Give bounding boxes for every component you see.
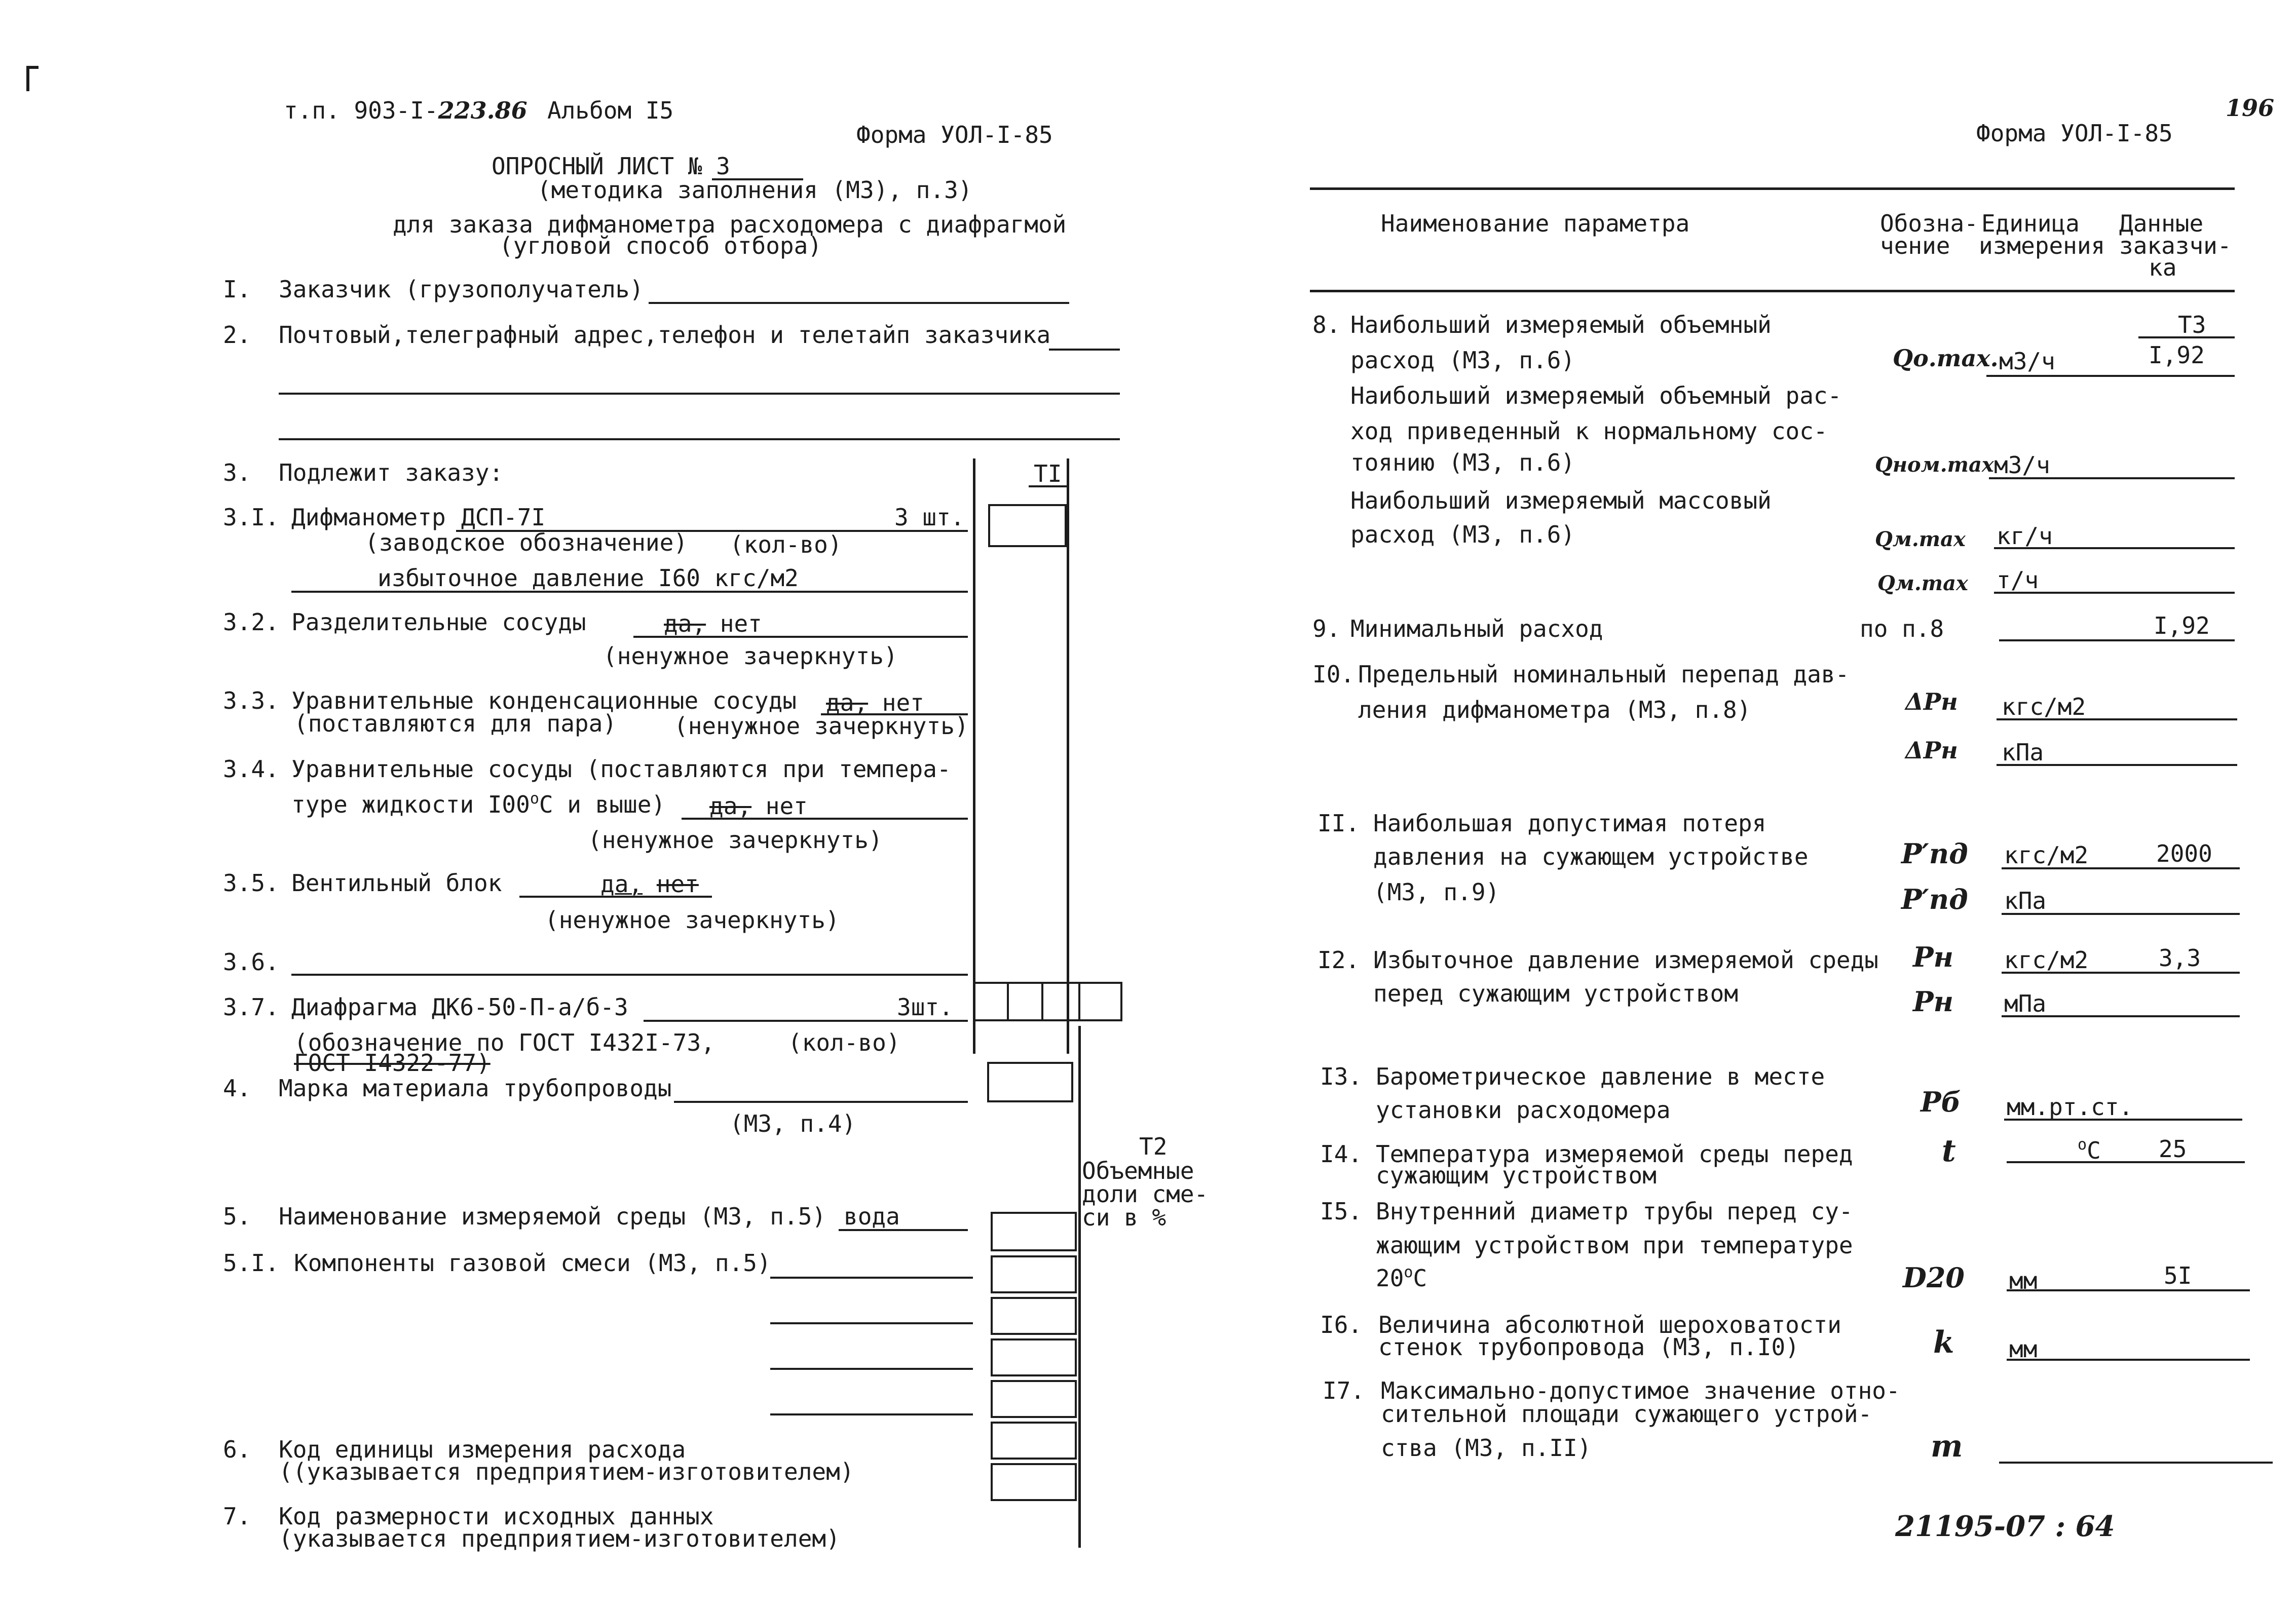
row-10-unit-1: кгс/м2 — [2002, 693, 2086, 720]
table-header-data-2: заказчи- — [2119, 232, 2232, 259]
column-t2-line4: си в % — [1082, 1204, 1166, 1231]
row-15-symbol: D20 — [1903, 1261, 1965, 1294]
album-label: Альбом I5 — [547, 97, 674, 124]
item-3-5-no: нет — [656, 870, 699, 898]
item-3-3-sub-strike: (ненужное зачеркнуть) — [674, 712, 969, 740]
item-5-label: Наименование измеряемой среды (МЗ, п.5) — [279, 1203, 826, 1230]
row-12-number: I2. — [1318, 946, 1360, 974]
item-3-4-line2 — [291, 790, 666, 818]
item-2-field-a — [1049, 349, 1120, 351]
row-8b-field — [1989, 477, 2235, 479]
row-15-number: I5. — [1320, 1198, 1363, 1225]
row-13-symbol: Pб — [1921, 1086, 1961, 1118]
row-14-value: 25 — [2159, 1135, 2187, 1163]
item-3-4-degree: о — [530, 790, 539, 808]
row-15-line3 — [1376, 1263, 1427, 1292]
item-6-line2: ((указывается предприятием-изготовителем) — [279, 1458, 854, 1485]
row-11-number: II. — [1318, 810, 1360, 837]
row-17-number: I7. — [1323, 1377, 1365, 1404]
table-header-data-3: ка — [2149, 254, 2177, 281]
row-8c-unit-1: кг/ч — [1997, 522, 2053, 550]
table-header-unit: Единица — [1981, 210, 2080, 237]
item-3-2-options — [664, 612, 762, 635]
item-3-2-field — [633, 636, 968, 638]
row-14-number: I4. — [1320, 1140, 1363, 1168]
item-3-5-number: 3.5. — [223, 869, 279, 897]
item-5-1-field-b — [770, 1322, 973, 1324]
row-8c-line1: Наибольший измеряемый массовый — [1350, 487, 1772, 514]
item-1-field — [649, 302, 1069, 304]
row-15-field — [2007, 1289, 2250, 1291]
item-6-number: 6. — [223, 1436, 251, 1463]
row-10-line2: ления дифманометра (МЗ, п.8) — [1358, 696, 1751, 723]
table-top-rule — [1310, 187, 2235, 190]
page-number: 196 — [2226, 94, 2275, 122]
row-15-line2: жающим устройством при температуре — [1376, 1232, 1853, 1259]
row-11-symbol-1: P′пд — [1901, 837, 1968, 870]
row-8-field — [1986, 375, 2235, 377]
row-11-value: 2000 — [2156, 840, 2212, 867]
column-t2-label: T2 — [1139, 1133, 1168, 1160]
item-3-4-line1: Уравнительные сосуды (поставляются при темпера- — [291, 755, 951, 783]
item-3-7-box-div2 — [1041, 982, 1043, 1021]
item-3-7-field — [644, 1020, 968, 1022]
item-2-field-c — [279, 438, 1120, 440]
item-5-1-box-1[interactable] — [991, 1255, 1077, 1293]
item-5-number: 5. — [223, 1203, 251, 1230]
row-16-line1: Величина абсолютной шероховатости — [1378, 1311, 1841, 1338]
row-16-number: I6. — [1320, 1311, 1363, 1338]
row-8c-symbol-2: Qм.max — [1877, 571, 1968, 595]
row-12-field-2 — [2002, 1015, 2240, 1017]
item-3-5-options — [600, 872, 699, 896]
title-purpose: для заказа дифманометра расходомера с диафрагмой — [393, 211, 1067, 238]
row-13-line1: Барометрическое давление в месте — [1376, 1063, 1825, 1090]
item-7-number: 7. — [223, 1503, 251, 1530]
item-5-1-box-4[interactable] — [991, 1380, 1077, 1418]
item-3-1-sub-designation: (заводское обозначение) — [365, 529, 688, 556]
item-3-7-label: Диафрагма ДК6-50-П-а/б-3 — [291, 993, 628, 1021]
row-15-value: 5I — [2164, 1262, 2192, 1289]
row-14-line2: сужающим устройством — [1376, 1162, 1657, 1189]
item-3-number: 3. — [223, 459, 251, 486]
item-5-1-field-a — [770, 1277, 973, 1279]
row-15-line1: Внутренний диаметр трубы перед су- — [1376, 1198, 1853, 1225]
item-3-1-box[interactable] — [988, 504, 1067, 547]
item-2-label: Почтовый,телеграфный адрес,телефон и телетайп заказчика — [279, 321, 1051, 349]
row-11-line1: Наибольшая допустимая потеря — [1373, 810, 1766, 837]
item-3-2-no: нет — [720, 610, 762, 637]
row-14-line1: Температура измеряемой среды перед — [1376, 1140, 1853, 1168]
row-8b-symbol: Qном.max — [1875, 453, 1994, 477]
row-11-line3: (МЗ, п.9) — [1373, 878, 1500, 906]
row-10-symbol-2: ΔPн — [1905, 737, 1958, 764]
row-11-unit-2: кПа — [2004, 887, 2047, 914]
title-method: (методика заполнения (МЗ), п.3) — [537, 176, 972, 204]
row-8-symbol: Qо.max. — [1893, 344, 1999, 372]
table-header-name: Наименование параметра — [1381, 210, 1690, 237]
item-3-1-extra-field — [291, 591, 968, 593]
column-t3-underline — [2138, 336, 2235, 338]
row-8c-symbol-1: Qм.max — [1875, 527, 1966, 551]
item-3-5-yes: да, — [600, 870, 643, 898]
column-t2-line2: Объемные — [1082, 1157, 1194, 1184]
item-3-4-field — [682, 818, 968, 820]
row-10-field-2 — [1997, 764, 2237, 766]
item-1-label: Заказчик (грузополучатель) — [279, 276, 644, 303]
column-left-line — [973, 458, 975, 1054]
row-12-symbol-2: Pн — [1913, 985, 1953, 1018]
row-8c-unit-2: т/ч — [1997, 566, 2039, 594]
row-17-field — [1999, 1462, 2273, 1464]
item-3-1-extra: избыточное давление I60 кгс/м2 — [378, 564, 799, 592]
item-5-1-field-c — [770, 1368, 973, 1370]
corner-mark — [26, 66, 39, 91]
row-13-field — [2004, 1119, 2242, 1121]
table-header-designation: Обозна- — [1880, 210, 1978, 237]
item-3-2-sub: (ненужное зачеркнуть) — [603, 642, 898, 670]
item-1-number: I. — [223, 276, 251, 303]
row-8-unit: м3/ч — [1999, 348, 2055, 375]
footer-code: 21195-07 : 64 — [1895, 1510, 2115, 1543]
item-3-4-sub: (ненужное зачеркнуть) — [588, 826, 883, 854]
project-code-handwritten: 223.86 — [438, 97, 528, 124]
item-3-7-qty: 3шт. — [897, 993, 953, 1021]
row-14-symbol: t — [1942, 1133, 1956, 1169]
item-6-box[interactable] — [991, 1463, 1077, 1501]
item-3-7-box-div1 — [1007, 982, 1009, 1021]
item-3-label: Подлежит заказу: — [279, 459, 504, 486]
row-9-value: I,92 — [2154, 612, 2210, 639]
title-number: 3 — [716, 152, 730, 180]
item-3-7-box[interactable] — [973, 982, 1122, 1021]
item-5-value: вода — [844, 1203, 900, 1230]
item-3-1-number: 3.I. — [223, 504, 279, 531]
row-12-value: 3,3 — [2159, 944, 2201, 972]
item-3-2-label: Разделительные сосуды — [291, 608, 586, 636]
row-16-field — [2007, 1359, 2250, 1361]
item-3-7-sub-gost2: ГОСТ I4322-77) — [294, 1049, 491, 1077]
item-4-sub: (МЗ, п.4) — [730, 1110, 856, 1137]
row-16-line2: стенок трубопровода (МЗ, п.I0) — [1378, 1333, 1799, 1361]
row-9-ref: по п.8 — [1860, 615, 1944, 642]
row-8c-line2: расход (МЗ, п.6) — [1350, 521, 1575, 548]
row-17-line1: Максимально-допустимое значение отно- — [1381, 1377, 1900, 1404]
item-3-3-sub-steam: (поставляются для пара) — [294, 710, 617, 737]
row-15-temp-unit: С — [1413, 1265, 1427, 1292]
column-t2-line3: доли сме- — [1082, 1180, 1209, 1208]
item-3-7-sub-qty: (кол-во) — [788, 1029, 900, 1056]
item-3-5-sub: (ненужное зачеркнуть) — [545, 906, 840, 934]
item-3-3-yes: да, — [826, 689, 869, 716]
row-12-line1: Избыточное давление измеряемой среды — [1373, 946, 1878, 974]
row-17-symbol: m — [1931, 1429, 1963, 1464]
column-right-line — [1067, 458, 1069, 1054]
row-8c-field-2 — [1994, 592, 2235, 594]
item-5-1-box-5[interactable] — [991, 1422, 1077, 1460]
row-14-unit — [2078, 1136, 2101, 1164]
row-9-field — [1999, 639, 2235, 641]
row-8-value: I,92 — [2149, 341, 2205, 369]
item-3-7-sub-gost: (обозначение по ГОСТ I432I-73, — [294, 1029, 715, 1056]
row-10-field-1 — [1997, 718, 2237, 720]
item-3-4-line2-b: С и выше) — [539, 791, 666, 818]
project-code — [284, 99, 528, 122]
row-8-line2: расход (МЗ, п.6) — [1350, 347, 1575, 374]
row-11-field-2 — [2002, 913, 2240, 915]
table-header-designation-2: чение — [1880, 232, 1950, 259]
column-t1-label: TI — [1034, 460, 1062, 487]
row-10-symbol-1: ΔPн — [1905, 688, 1958, 715]
item-3-2-number: 3.2. — [223, 608, 279, 636]
row-9-number: 9. — [1312, 615, 1341, 642]
item-6-line1: Код единицы измерения расхода — [279, 1436, 686, 1463]
row-15-temp: 20 — [1376, 1265, 1404, 1292]
row-10-number: I0. — [1312, 661, 1355, 688]
row-14-field — [2007, 1161, 2245, 1163]
item-3-1-qty: 3 шт. — [894, 504, 965, 531]
item-5-1-box-2[interactable] — [991, 1297, 1077, 1335]
row-11-unit-1: кгс/м2 — [2004, 841, 2089, 869]
row-12-line2: перед сужающим устройством — [1373, 980, 1739, 1007]
item-5-1-label: Компоненты газовой смеси (МЗ, п.5) — [294, 1249, 771, 1277]
column-right-line-lower — [1078, 1026, 1081, 1548]
column-t1-underline — [1029, 485, 1069, 487]
item-7-line2: (указывается предприятием-изготовителем) — [279, 1525, 840, 1552]
row-13-unit: мм.рт.ст. — [2007, 1093, 2133, 1121]
item-3-7-box-div3 — [1078, 982, 1080, 1021]
table-header-rule — [1310, 290, 2235, 292]
item-3-4-yes: да, — [709, 792, 752, 820]
row-11-field-1 — [2002, 867, 2240, 869]
item-3-4-number: 3.4. — [223, 755, 279, 783]
row-13-number: I3. — [1320, 1063, 1363, 1090]
row-8-line1: Наибольший измеряемый объемный — [1350, 311, 1772, 338]
form-label-right: Форма УОЛ-I-85 — [1976, 120, 2173, 147]
row-17-line2: сительной площади сужающего устрой- — [1381, 1400, 1872, 1428]
row-12-field-1 — [2002, 972, 2240, 974]
row-8b-unit: м3/ч — [1994, 451, 2050, 479]
title-prefix: ОПРОСНЫЙ ЛИСТ № — [492, 152, 717, 180]
item-5-field — [839, 1229, 968, 1231]
row-14-degree: о — [2078, 1136, 2087, 1154]
form-label-left: Форма УОЛ-I-85 — [856, 121, 1053, 148]
item-3-3-number: 3.3. — [223, 687, 279, 714]
row-15-degree: о — [1404, 1263, 1413, 1281]
row-11-symbol-2: P′пд — [1901, 883, 1968, 915]
row-12-unit-2: мПа — [2004, 990, 2047, 1017]
row-16-unit: мм — [2009, 1335, 2038, 1363]
column-t3-label: T3 — [2178, 311, 2206, 338]
row-11-line2: давления на сужающем устройстве — [1373, 843, 1809, 870]
item-7-line1: Код размерности исходных данных — [279, 1503, 714, 1530]
item-3-1-label: Дифманометр — [291, 504, 446, 531]
item-3-4-no: нет — [765, 792, 808, 820]
row-9-label: Минимальный расход — [1350, 615, 1603, 642]
row-8-number: 8. — [1312, 311, 1341, 338]
row-14-unit-c: С — [2087, 1137, 2101, 1164]
table-header-unit-2: измерения — [1979, 232, 2105, 259]
row-8b-line2: ход приведенный к нормальному сос- — [1350, 417, 1828, 445]
title-method-type: (угловой способ отбора) — [499, 232, 822, 259]
item-3-1-sub-qty: (кол-во) — [730, 531, 842, 558]
row-16-symbol: k — [1933, 1325, 1954, 1360]
row-10-unit-2: кПа — [2002, 739, 2044, 766]
project-code-prefix: т.п. 903-I- — [284, 97, 438, 124]
row-13-line2: установки расходомера — [1376, 1096, 1671, 1124]
item-4-box[interactable] — [987, 1062, 1073, 1102]
item-2-field-b — [279, 393, 1120, 395]
item-3-4-line2-a: туре жидкости I00 — [291, 791, 530, 818]
item-3-6-number: 3.6. — [223, 948, 279, 976]
item-2-number: 2. — [223, 321, 251, 349]
item-3-5-field — [519, 896, 712, 898]
item-5-1-number: 5.I. — [223, 1249, 279, 1277]
item-3-3-no: нет — [882, 689, 924, 716]
item-3-1-value: ДСП-7I — [461, 504, 546, 531]
row-8c-field-1 — [1994, 547, 2235, 549]
row-17-line3: ства (МЗ, п.II) — [1381, 1434, 1592, 1462]
row-12-unit-1: кгс/м2 — [2004, 946, 2089, 974]
row-8b-line1: Наибольший измеряемый объемный рас- — [1350, 382, 1842, 409]
item-3-5-label: Вентильный блок — [291, 869, 502, 897]
item-4-label: Марка материала трубопроводы — [279, 1075, 672, 1102]
row-12-symbol-1: Pн — [1913, 941, 1953, 973]
row-8b-line3: тоянию (МЗ, п.6) — [1350, 449, 1575, 476]
questionnaire-title — [492, 152, 730, 180]
row-10-line1: Предельный номинальный перепад дав- — [1358, 661, 1850, 688]
row-15-unit: мм — [2009, 1267, 2038, 1294]
item-3-2-yes: да, — [664, 610, 706, 637]
item-4-number: 4. — [223, 1075, 251, 1102]
item-5-1-field-d — [770, 1413, 973, 1415]
item-5-1-box-3[interactable] — [991, 1338, 1077, 1376]
table-header-data: Данные — [2119, 210, 2204, 237]
item-5-box[interactable] — [991, 1212, 1077, 1251]
item-3-3-options — [826, 691, 924, 714]
item-3-4-options — [709, 794, 808, 818]
item-3-7-number: 3.7. — [223, 993, 279, 1021]
item-3-3-label: Уравнительные конденсационные сосуды — [291, 687, 797, 714]
item-3-6-field — [291, 974, 968, 976]
item-4-field — [674, 1101, 968, 1103]
